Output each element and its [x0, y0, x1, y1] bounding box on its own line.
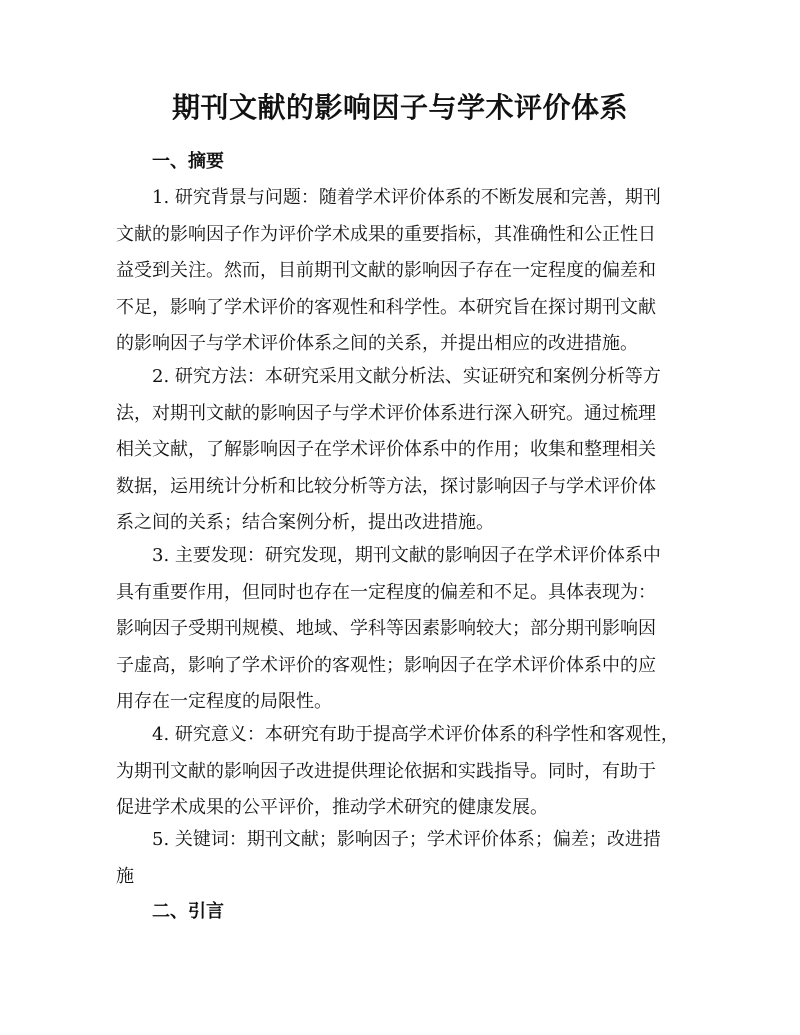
paragraph-line: 数据，运用统计分析和比较分析等方法，探讨影响因子与学术评价体	[116, 475, 656, 497]
paragraph-line: 系之间的关系；结合案例分析，提出改进措施。	[116, 512, 494, 533]
paragraph-line: 为期刊文献的影响因子改进提供理论依据和实践指导。同时，有助于	[116, 760, 656, 782]
paragraph-background	[116, 180, 686, 363]
paragraph-line: 4. 研究意义：本研究有助于提高学术评价体系的科学性和客观性，	[152, 724, 679, 745]
paragraph-line: 3. 主要发现：研究发现，期刊文献的影响因子在学术评价体系中	[152, 545, 661, 566]
paragraph-line: 文献的影响因子作为评价学术成果的重要指标，其准确性和公正性日	[116, 223, 656, 245]
section-heading-abstract: 一、摘要	[152, 151, 224, 172]
paragraph-line: 促进学术成果的公平评价，推动学术研究的健康发展。	[116, 797, 548, 818]
paragraph-findings	[116, 538, 686, 721]
paragraph-line: 子虚高，影响了学术评价的客观性；影响因子在学术评价体系中的应	[116, 654, 656, 676]
paragraph-line: 影响因子受期刊规模、地域、学科等因素影响较大；部分期刊影响因	[116, 618, 656, 639]
paragraph-line: 具有重要作用，但同时也存在一定程度的偏差和不足。具体表现为：	[116, 581, 656, 603]
document-title: 期刊文献的影响因子与学术评价体系	[171, 91, 628, 124]
paragraph-line: 相关文献，了解影响因子在学术评价体系中的作用；收集和整理相关	[116, 439, 656, 460]
paragraph-keywords	[116, 822, 686, 895]
paragraph-line: 不足，影响了学术评价的客观性和科学性。本研究旨在探讨期刊文献	[116, 296, 656, 318]
paragraph-line: 法，对期刊文献的影响因子与学术评价体系进行深入研究。通过梳理	[116, 402, 656, 424]
paragraph-line: 的影响因子与学术评价体系之间的关系，并提出相应的改进措施。	[116, 333, 638, 354]
section-heading-introduction: 二、引言	[152, 901, 224, 922]
paragraph-methods	[116, 359, 686, 542]
paragraph-line: 1. 研究背景与问题：随着学术评价体系的不断发展和完善，期刊	[152, 187, 661, 208]
paragraph-line: 施	[116, 865, 134, 887]
paragraph-line: 2. 研究方法：本研究采用文献分析法、实证研究和案例分析等方	[152, 366, 661, 387]
paragraph-line: 益受到关注。然而，目前期刊文献的影响因子存在一定程度的偏差和	[116, 260, 656, 281]
paragraph-line: 5. 关键词：期刊文献；影响因子；学术评价体系；偏差；改进措	[152, 829, 661, 850]
paragraph-significance	[116, 717, 686, 827]
paragraph-line: 用存在一定程度的局限性。	[116, 691, 332, 712]
